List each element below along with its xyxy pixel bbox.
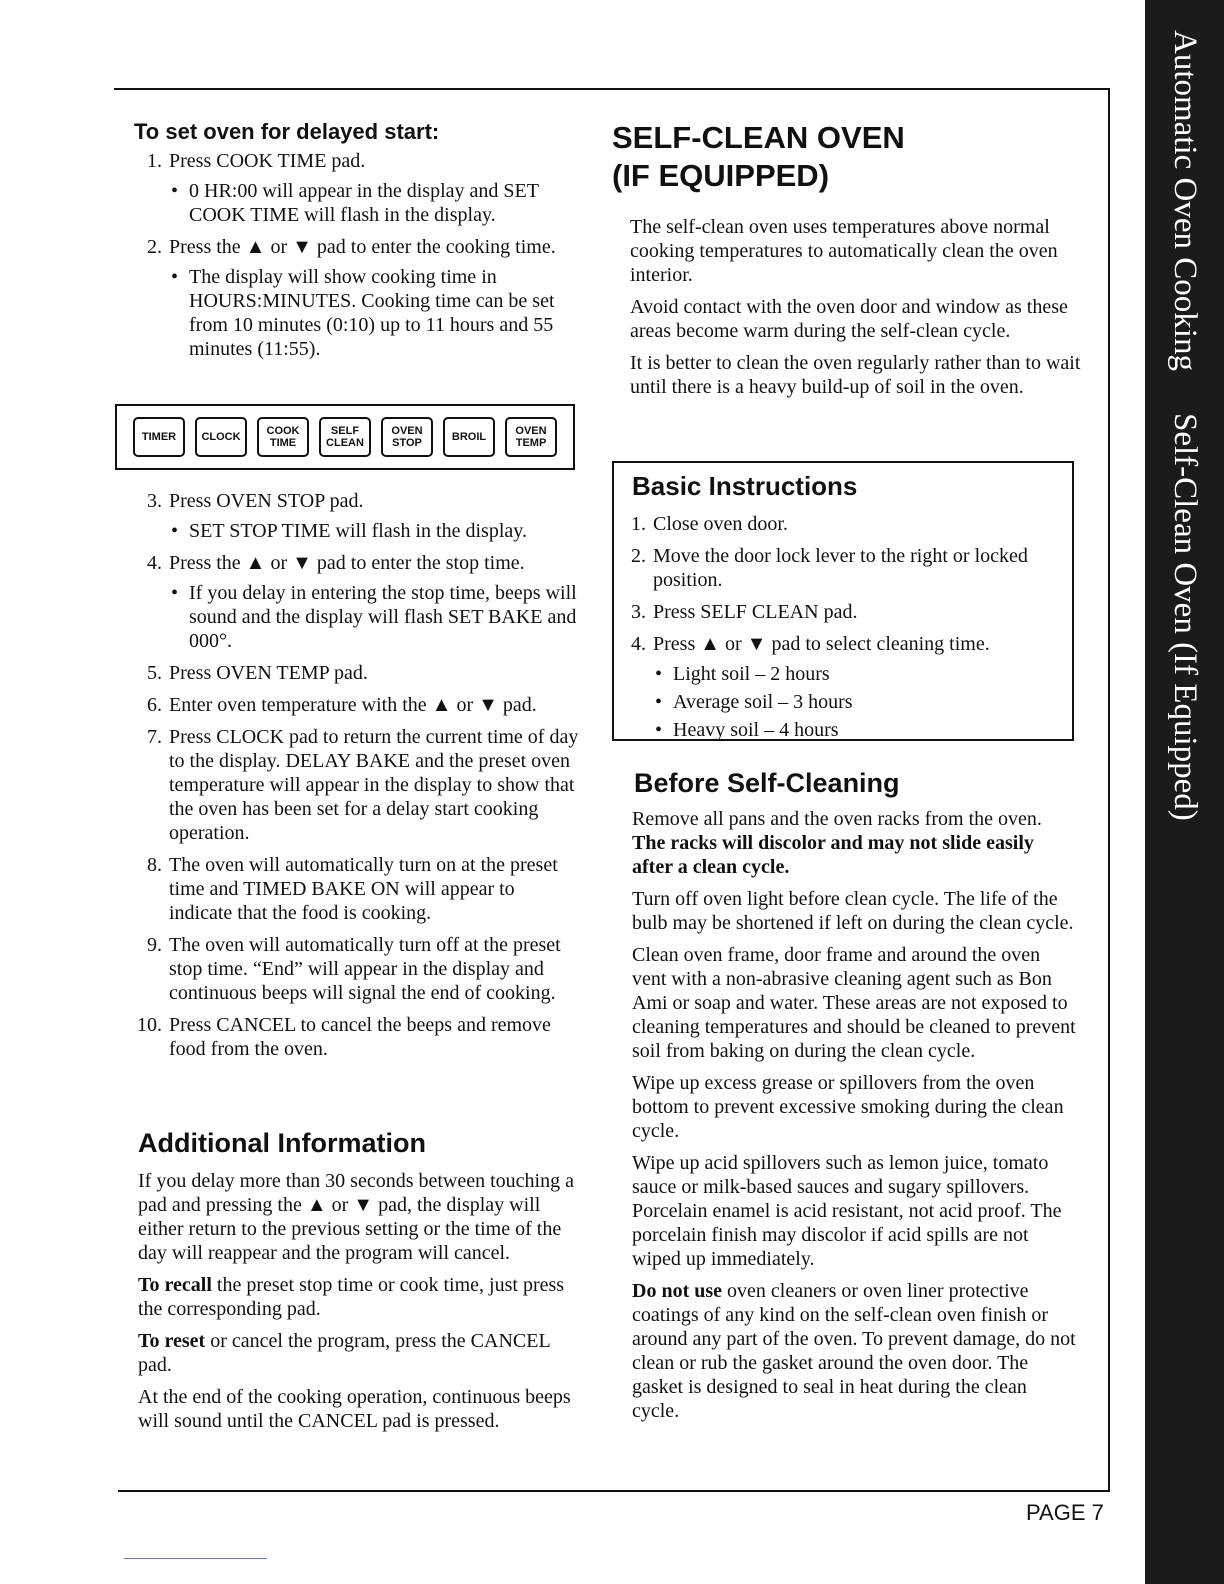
step-text: The oven will automatically turn off at the preset stop time. “End” will appear in the display and continuous beeps will signal the end of cooking. bbox=[169, 934, 561, 1004]
step-text: Press OVEN TEMP pad. bbox=[169, 662, 368, 684]
additional-p4: At the end of the cooking operation, continuous beeps will sound until the CANCEL pad is pressed. bbox=[138, 1386, 571, 1432]
step-number: 1. bbox=[631, 513, 646, 535]
selfclean-p3: It is better to clean the oven regularly rather than to wait until there is a heavy build-up of soil in the oven. bbox=[630, 352, 1081, 398]
oven-stop-key: OVEN STOP bbox=[381, 417, 433, 457]
additional-p3: To reset or cancel the program, press the CANCEL pad. bbox=[138, 1330, 550, 1376]
step-bullets bbox=[169, 581, 580, 653]
sidebar-title-automatic: Automatic Oven Cooking bbox=[1167, 30, 1203, 371]
step-item bbox=[616, 632, 1054, 742]
self-clean-heading: SELF-CLEAN OVEN (IF EQUIPPED) bbox=[612, 120, 905, 193]
step-item bbox=[132, 853, 580, 925]
bullet-item: • The display will show cooking time in HOURS:MINUTES. Cooking time can be set from 10 minutes (0:10) up to 11 hours and 55 minutes (11:55). bbox=[169, 265, 580, 361]
step-text: Press the ▲ or ▼ pad to enter the stop time. bbox=[169, 552, 525, 574]
step-text: Press CANCEL to cancel the beeps and remove food from the oven. bbox=[169, 1014, 551, 1060]
step-item bbox=[132, 725, 580, 845]
step-item bbox=[616, 600, 1054, 624]
step-text: Press OVEN STOP pad. bbox=[169, 490, 364, 512]
step-text: Close oven door. bbox=[653, 513, 788, 535]
step-item bbox=[132, 661, 580, 685]
control-keypad-diagram bbox=[115, 404, 575, 470]
additional-information-section bbox=[132, 1128, 582, 1441]
step-item bbox=[132, 1013, 580, 1061]
before-p4: Wipe up excess grease or spillovers from the oven bottom to prevent excessive smoking during the clean cycle. bbox=[632, 1072, 1064, 1142]
selfclean-p1: The self-clean oven uses temperatures above normal cooking temperatures to automatically clean the oven interior. bbox=[630, 216, 1058, 286]
step-bullets bbox=[169, 179, 580, 227]
basic-instructions-box bbox=[612, 461, 1074, 741]
before-p2: Turn off oven light before clean cycle. The life of the bulb may be shortened if left on during the clean cycle. bbox=[632, 888, 1074, 934]
bottom-rule bbox=[118, 1490, 1110, 1492]
basic-instructions-heading: Basic Instructions bbox=[632, 471, 858, 501]
delayed-start-section bbox=[132, 119, 580, 369]
step-text: Press the ▲ or ▼ pad to enter the cooking time. bbox=[169, 236, 556, 258]
sidebar-title-selfclean: Self-Clean Oven (If Equipped) bbox=[1167, 412, 1203, 821]
bullet-item: • Heavy soil – 4 hours bbox=[653, 718, 1054, 742]
additional-information-heading: Additional Information bbox=[138, 1128, 426, 1158]
step-number: 8. bbox=[147, 854, 162, 876]
step-number: 1. bbox=[147, 150, 162, 172]
delayed-steps-part1 bbox=[132, 149, 580, 361]
section-sidebar bbox=[1145, 0, 1224, 1584]
additional-p2: To recall the preset stop time or cook time, just press the corresponding pad. bbox=[138, 1274, 565, 1320]
before-p3: Clean oven frame, door frame and around the oven vent with a non-abrasive cleaning agent such as Bon Ami or soap and water. These areas are not exposed to cleaning temperatures and should be cleaned to prevent soil from baking on during the clean cycle. bbox=[632, 944, 1076, 1062]
before-p1: Remove all pans and the oven racks from the oven. The racks will discolor and may not slide easily after a clean cycle. bbox=[632, 808, 1042, 878]
step-bullets bbox=[169, 265, 580, 361]
step-item bbox=[132, 235, 580, 361]
step-item bbox=[132, 489, 580, 543]
additional-p1: If you delay more than 30 seconds between touching a pad and pressing the ▲ or ▼ pad, the display will either return to the previous setting or the time of the day will reappear and the program will cancel. bbox=[138, 1170, 574, 1264]
step-number: 2. bbox=[631, 545, 646, 567]
step-text: The oven will automatically turn on at the preset time and TIMED BAKE ON will appear to indicate that the food is cooking. bbox=[169, 854, 558, 924]
bullet-item: • If you delay in entering the stop time, beeps will sound and the display will flash SET BAKE and 000°. bbox=[169, 581, 580, 653]
selfclean-p2: Avoid contact with the oven door and window as these areas become warm during the self-clean cycle. bbox=[630, 296, 1068, 342]
step-item bbox=[616, 544, 1054, 592]
before-p5: Wipe up acid spillovers such as lemon juice, tomato sauce or milk-based sauces and sugary spillovers. Porcelain enamel is acid resistant, not acid proof. The porcelain finish may discolor if acid spills are not wiped up immediately. bbox=[632, 1152, 1062, 1270]
step-item bbox=[132, 551, 580, 653]
clock-key: CLOCK bbox=[195, 417, 247, 457]
step-text: Enter oven temperature with the ▲ or ▼ pad. bbox=[169, 694, 537, 716]
step-text: Press ▲ or ▼ pad to select cleaning time. bbox=[653, 633, 990, 655]
step-number: 4. bbox=[147, 552, 162, 574]
self-clean-section bbox=[612, 119, 1082, 407]
step-text: Press COOK TIME pad. bbox=[169, 150, 366, 172]
delayed-start-heading: To set oven for delayed start: bbox=[134, 119, 440, 144]
step-bullets bbox=[653, 662, 1054, 742]
before-self-cleaning-heading: Before Self-Cleaning bbox=[634, 768, 900, 798]
before-p6: Do not use oven cleaners or oven liner protective coatings of any kind on the self-clean oven finish or around any part of the oven. To prevent damage, do not clean or rub the gasket around the oven door. The gasket is designed to seal in heat during the clean cycle. bbox=[632, 1280, 1076, 1422]
before-self-cleaning-section bbox=[632, 768, 1077, 1431]
step-number: 3. bbox=[631, 601, 646, 623]
step-text: Press CLOCK pad to return the current time of day to the display. DELAY BAKE and the preset oven temperature will appear in the display to show that the oven has been set for a delay start cooking operation. bbox=[169, 726, 579, 844]
step-number: 6. bbox=[147, 694, 162, 716]
step-number: 7. bbox=[147, 726, 162, 748]
top-rule bbox=[114, 88, 1110, 90]
timer-key: TIMER bbox=[133, 417, 185, 457]
step-text: Move the door lock lever to the right or locked position. bbox=[653, 545, 1028, 591]
step-number: 3. bbox=[147, 490, 162, 512]
bullet-item: • SET STOP TIME will flash in the display. bbox=[169, 519, 580, 543]
bullet-item: • Light soil – 2 hours bbox=[653, 662, 1054, 686]
step-number: 4. bbox=[631, 633, 646, 655]
broil-key: BROIL bbox=[443, 417, 495, 457]
step-item bbox=[132, 693, 580, 717]
page-number: PAGE 7 bbox=[1026, 1500, 1104, 1525]
step-bullets bbox=[169, 519, 580, 543]
bullet-item: • Average soil – 3 hours bbox=[653, 690, 1054, 714]
step-number: 10. bbox=[137, 1014, 162, 1036]
delayed-steps-part2 bbox=[132, 489, 580, 1061]
self-clean-key: SELF CLEAN bbox=[319, 417, 371, 457]
step-item bbox=[132, 933, 580, 1005]
right-rule bbox=[1108, 88, 1110, 1492]
step-text: Press SELF CLEAN pad. bbox=[653, 601, 858, 623]
sidebar-titles bbox=[1155, 30, 1215, 1550]
bullet-item: • 0 HR:00 will appear in the display and SET COOK TIME will flash in the display. bbox=[169, 179, 580, 227]
oven-temp-key: OVEN TEMP bbox=[505, 417, 557, 457]
footer-blue-line bbox=[124, 1558, 267, 1559]
cook-time-key: COOK TIME bbox=[257, 417, 309, 457]
delayed-steps-continued bbox=[132, 489, 580, 1069]
step-item bbox=[132, 149, 580, 227]
step-item bbox=[616, 512, 1054, 536]
step-number: 9. bbox=[147, 934, 162, 956]
basic-instructions-steps bbox=[616, 512, 1054, 742]
step-number: 5. bbox=[147, 662, 162, 684]
step-number: 2. bbox=[147, 236, 162, 258]
